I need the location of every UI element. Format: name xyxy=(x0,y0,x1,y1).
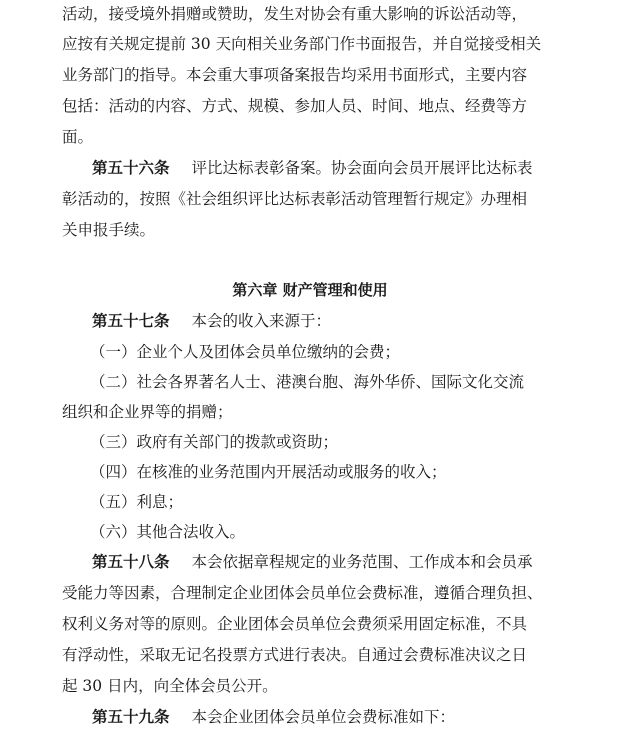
text-line: 面。 xyxy=(62,128,94,146)
text-line: 业务部门的指导。本会重大事项备案报告均采用书面形式，主要内容 xyxy=(62,66,528,84)
article-56 xyxy=(92,158,620,178)
text-line: 受能力等因素，合理制定企业团体会员单位会费标准，遵循合理负担、 xyxy=(62,584,543,602)
text-line: 关申报手续。 xyxy=(62,221,156,239)
text-line: 包括：活动的内容、方式、规模、参加人员、时间、地点、经费等方 xyxy=(62,97,528,115)
article-text: 本会企业团体会员单位会费标准如下： xyxy=(191,708,456,726)
text-line: 活动，接受境外捐赠或赞助，发生对协会有重大影响的诉讼活动等， xyxy=(62,5,528,23)
article-58 xyxy=(92,552,620,572)
article-59 xyxy=(92,707,620,727)
text-line: 权利义务对等的原则。企业团体会员单位会费须采用固定标准，不具 xyxy=(62,615,528,633)
text-line: 应按有关规定提前 30 天向相关业务部门作书面报告，并自觉接受相关 xyxy=(62,35,542,53)
chapter-heading: 第六章 财产管理和使用 xyxy=(232,281,388,299)
article-57 xyxy=(92,311,620,331)
list-item: （六）其他合法收入。 xyxy=(90,523,246,541)
article-text: 评比达标表彰备案。协会面向会员开展评比达标表 xyxy=(191,159,533,177)
article-title: 第五十九条 xyxy=(92,708,170,726)
list-item: 组织和企业界等的捐赠； xyxy=(62,403,233,421)
list-item: （二）社会各界著名人士、港澳台胞、海外华侨、国际文化交流 xyxy=(90,373,525,391)
article-title: 第五十六条 xyxy=(92,159,170,177)
list-item: （三）政府有关部门的拨款或资助； xyxy=(90,433,339,451)
article-text: 本会的收入来源于： xyxy=(191,312,332,330)
list-item: （一）企业个人及团体会员单位缴纳的会费； xyxy=(90,343,401,361)
text-line: 起 30 日内，向全体会员公开。 xyxy=(62,677,278,695)
article-title: 第五十七条 xyxy=(92,312,170,330)
text-line: 彰活动的，按照《社会组织评比达标表彰活动管理暂行规定》办理相 xyxy=(62,190,528,208)
list-item: （四）在核准的业务范围内开展活动或服务的收入； xyxy=(90,463,447,481)
list-item: （五）利息； xyxy=(90,493,184,511)
article-text: 本会依据章程规定的业务范围、工作成本和会员承 xyxy=(191,553,533,571)
text-line: 有浮动性，采取无记名投票方式进行表决。自通过会费标准决议之日 xyxy=(62,646,528,664)
article-title: 第五十八条 xyxy=(92,553,170,571)
